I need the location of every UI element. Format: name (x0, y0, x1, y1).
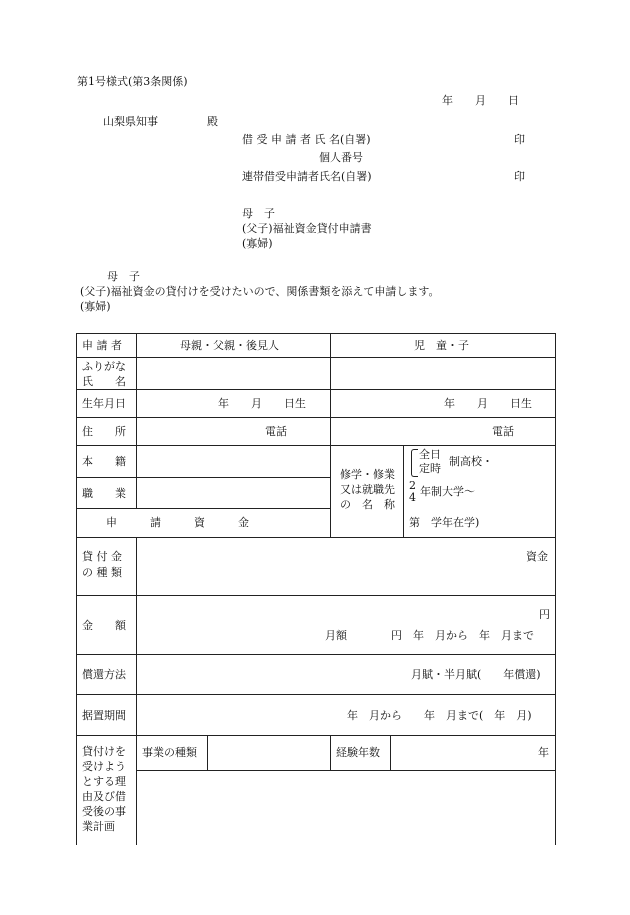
loan-type-label-2: の 種 類 (82, 566, 122, 579)
deferment-label: 据置期間 (82, 709, 126, 722)
reason-label-3: とする理 (82, 775, 126, 788)
school-university: 年制大学～ (420, 485, 475, 498)
amount-label: 金 額 (82, 619, 126, 632)
school-parttime: 定時 (419, 462, 441, 475)
occupation-field[interactable] (137, 478, 329, 508)
experience-years-field[interactable]: 年 (538, 746, 549, 759)
bracket-icon (411, 449, 418, 477)
date-line: 年 月 日 (442, 94, 519, 107)
reason-label-4: 由及び借 (82, 790, 126, 803)
business-type-field[interactable] (208, 736, 329, 770)
seal-mark-2: 印 (514, 170, 525, 183)
reason-label-5: 受後の事 (82, 805, 126, 818)
child-name-field[interactable] (331, 358, 555, 389)
loan-type-field[interactable]: 資金 (526, 550, 548, 563)
name-label: 氏 名 (82, 375, 126, 388)
amount-monthly-field[interactable]: 月額 円 年 月から 年 月まで (325, 629, 534, 642)
loan-type-label-1: 貸 付 金 (82, 550, 122, 563)
furigana-label: ふりがな (82, 360, 126, 373)
child-birth-date-field[interactable]: 年 月 日生 (444, 397, 532, 410)
title-line-3: (寡婦) (242, 237, 273, 250)
seal-mark-1: 印 (514, 133, 525, 146)
experience-label: 経験年数 (336, 746, 380, 759)
school-four: 4 (409, 491, 416, 504)
reason-label-6: 業計画 (82, 820, 115, 833)
domicile-label: 本 籍 (82, 455, 126, 468)
school-highschool: 制高校・ (449, 455, 493, 468)
personal-number-label: 個人番号 (319, 151, 363, 164)
title-line-2: (父子)福祉資金貸付申請書 (242, 222, 372, 235)
joint-applicant-label: 連帯借受申請者氏名(自署) (242, 170, 372, 183)
parent-phone-label[interactable]: 電話 (265, 425, 287, 438)
addressee: 山梨県知事 (103, 115, 158, 128)
reason-label-2: 受けよう (82, 760, 126, 773)
school-label-2: 又は就職先 (340, 483, 395, 496)
repayment-field[interactable]: 月賦・半月賦( 年償還) (411, 668, 541, 681)
child-phone-label[interactable]: 電話 (492, 425, 514, 438)
amount-yen-field[interactable]: 円 (539, 608, 550, 621)
school-label-1: 修学・修業 (340, 468, 395, 481)
intro-line-3: (寡婦) (80, 300, 111, 313)
child-column-header: 児 童・子 (414, 339, 469, 352)
occupation-label: 職 業 (82, 487, 126, 500)
title-line-1: 母 子 (242, 207, 275, 220)
reason-label-1: 貸付けを (82, 745, 126, 758)
school-grade[interactable]: 第 学年在学) (409, 516, 480, 529)
birth-date-label: 生年月日 (82, 397, 126, 410)
addressee-suffix: 殿 (207, 115, 218, 128)
intro-line-1: 母 子 (107, 270, 140, 283)
school-label-3: の 名 称 (340, 498, 395, 511)
domicile-field[interactable] (137, 446, 329, 477)
form-number: 第1号様式(第3条関係) (77, 75, 188, 88)
business-type-label: 事業の種類 (142, 746, 197, 759)
applicant-label: 申 請 者 (82, 339, 122, 352)
school-two: 2 (409, 479, 416, 492)
request-fund-label: 申 請 資 金 (106, 516, 249, 529)
business-plan-field[interactable] (137, 771, 555, 845)
applicant-name-label: 借 受 申 請 者 氏 名(自署) (242, 133, 371, 146)
repayment-label: 償還方法 (82, 668, 126, 681)
parent-column-header: 母親・父親・後見人 (180, 339, 279, 352)
parent-name-field[interactable] (137, 358, 329, 389)
intro-line-2: (父子)福祉資金の貸付けを受けたいので、関係書類を添えて申請します。 (80, 285, 440, 298)
deferment-field[interactable]: 年 月から 年 月まで( 年 月) (347, 709, 532, 722)
school-fulltime: 全日 (419, 448, 441, 461)
parent-birth-date-field[interactable]: 年 月 日生 (218, 397, 306, 410)
address-label: 住 所 (82, 425, 126, 438)
